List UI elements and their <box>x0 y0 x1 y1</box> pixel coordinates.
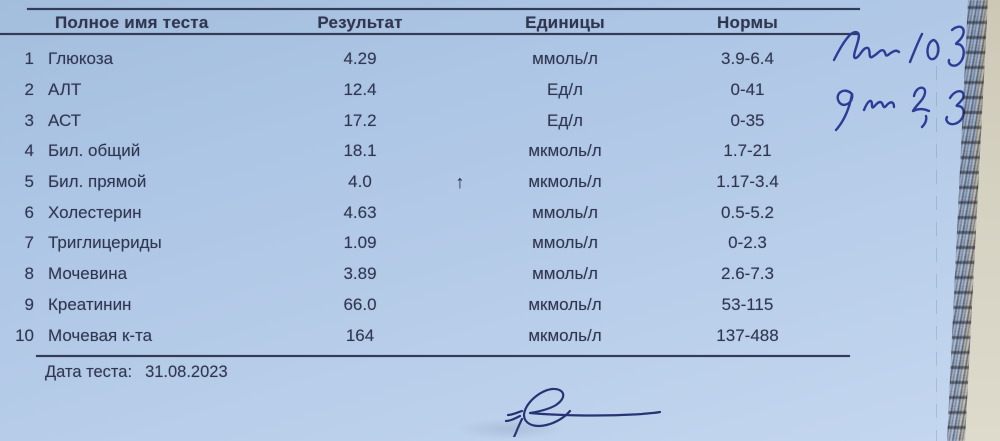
table-row <box>0 228 860 259</box>
test-units: мкмоль/л <box>528 172 602 192</box>
test-result: 4.0 <box>348 172 372 192</box>
row-number: 5 <box>24 172 34 192</box>
test-date-value: 31.08.2023 <box>145 363 228 381</box>
table-row <box>0 105 860 136</box>
test-date-line <box>45 363 228 382</box>
test-units: ммоль/л <box>532 233 598 253</box>
test-units: Ед/л <box>547 80 583 100</box>
table-row <box>0 290 860 321</box>
row-number: 6 <box>24 202 34 222</box>
test-name: Бил. общий <box>48 141 141 161</box>
test-norms: 137-488 <box>716 325 779 345</box>
table-top-border <box>27 8 860 10</box>
test-result: 17.2 <box>343 110 377 130</box>
test-norms: 0.5-5.2 <box>721 202 774 222</box>
test-units: ммоль/л <box>532 49 598 69</box>
table-bottom-border <box>36 355 850 357</box>
header-norms: Нормы <box>717 13 778 32</box>
test-result: 12.4 <box>343 80 377 100</box>
row-number: 3 <box>24 110 34 130</box>
header-units: Единицы <box>525 13 605 32</box>
row-number: 9 <box>24 294 34 314</box>
results-table <box>0 44 860 351</box>
test-date-label: Дата теста: <box>45 363 133 381</box>
paper-crease <box>936 40 937 441</box>
header-test-name: Полное имя теста <box>55 13 209 32</box>
test-name: Глюкоза <box>48 49 114 69</box>
row-number: 2 <box>24 80 34 100</box>
test-result: 3.89 <box>343 264 377 284</box>
test-name: АЛТ <box>48 80 82 100</box>
table-row <box>0 136 860 167</box>
test-norms: 0-2.3 <box>728 233 767 253</box>
test-norms: 1.17-3.4 <box>716 172 779 192</box>
test-units: мкмоль/л <box>528 325 602 345</box>
test-norms: 3.9-6.4 <box>721 49 774 69</box>
test-name: Холестерин <box>48 202 142 222</box>
table-row <box>0 320 860 351</box>
row-number: 7 <box>24 233 34 253</box>
table-row <box>0 75 860 106</box>
high-arrow-icon: ↑ <box>455 171 465 192</box>
test-units: Ед/л <box>547 110 583 130</box>
row-number: 10 <box>15 325 34 345</box>
table-row <box>0 44 860 75</box>
test-norms: 0-35 <box>730 110 765 130</box>
paper-shadow <box>455 418 565 440</box>
test-result: 1.09 <box>343 233 377 253</box>
table-row <box>0 197 860 228</box>
test-name: Мочевина <box>48 264 128 284</box>
test-norms: 0-41 <box>730 80 765 100</box>
test-units: ммоль/л <box>532 264 598 284</box>
test-name: АСТ <box>48 110 82 130</box>
test-units: мкмоль/л <box>528 141 602 161</box>
table-row <box>0 259 860 290</box>
test-name: Бил. прямой <box>48 172 147 192</box>
test-norms: 1.7-21 <box>723 141 772 161</box>
test-units: мкмоль/л <box>528 294 602 314</box>
row-number: 1 <box>24 49 34 69</box>
test-name: Креатинин <box>48 294 132 314</box>
test-name: Мочевая к-та <box>48 325 153 345</box>
row-number: 8 <box>24 264 34 284</box>
table-header-row <box>0 12 860 34</box>
table-row <box>0 167 860 198</box>
test-result: 4.29 <box>343 49 377 69</box>
header-result: Результат <box>317 13 403 32</box>
test-norms: 53-115 <box>721 294 774 314</box>
test-units: ммоль/л <box>532 202 598 222</box>
row-number: 4 <box>24 141 34 161</box>
test-result: 66.0 <box>343 294 377 314</box>
test-result: 164 <box>345 325 375 345</box>
test-result: 4.63 <box>343 202 377 222</box>
test-norms: 2.6-7.3 <box>721 264 774 284</box>
test-name: Триглицериды <box>48 233 162 253</box>
test-result: 18.1 <box>343 141 377 161</box>
